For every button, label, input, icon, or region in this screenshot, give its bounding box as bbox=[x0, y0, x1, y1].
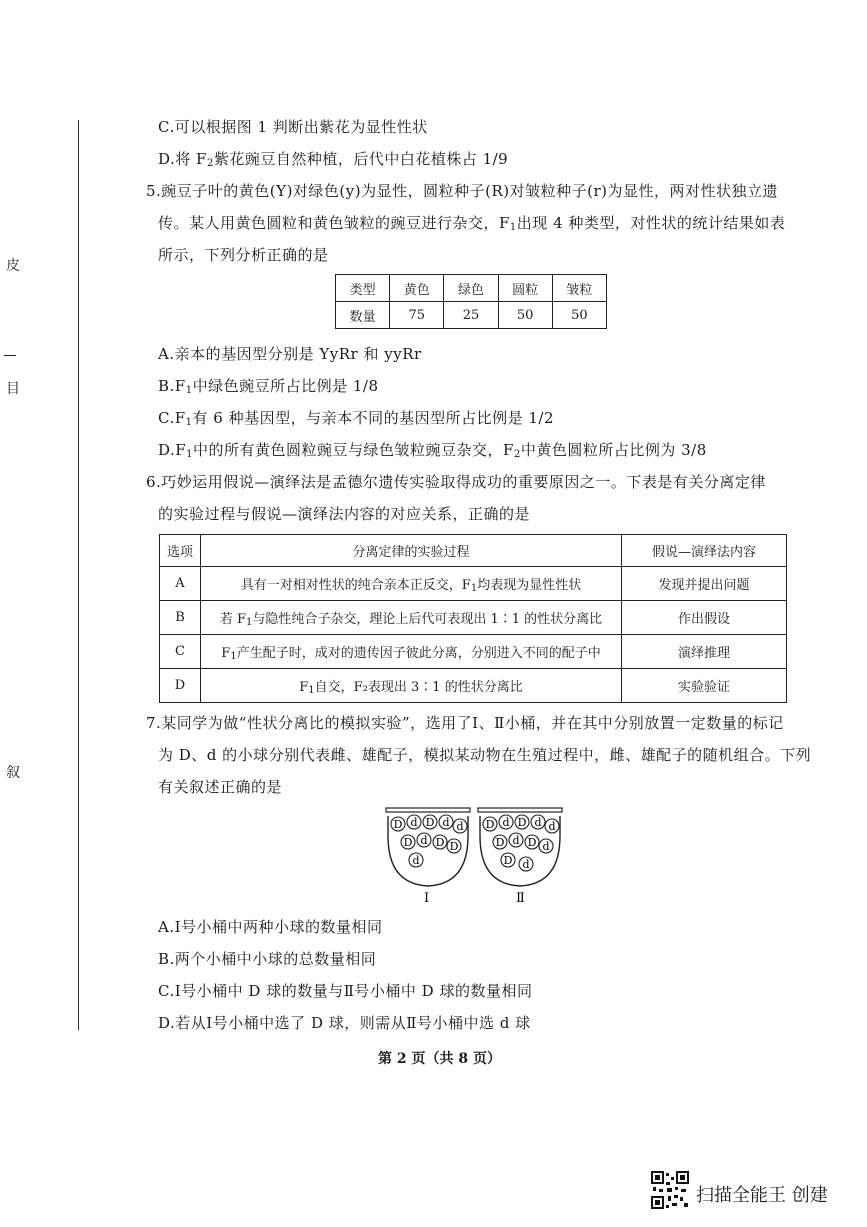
ball-label: d bbox=[502, 816, 510, 829]
table-cell: 50 bbox=[498, 302, 552, 329]
ball-label: D bbox=[449, 840, 459, 853]
table-cell: 25 bbox=[444, 302, 498, 329]
q7-option-b: B.两个小桶中小球的总数量相同 bbox=[158, 950, 377, 968]
table-cell-process: 若 $F_1$与隐性纯合子杂交，理论上后代可表现出 1∶1 的性状分离比 bbox=[201, 601, 622, 635]
table-row bbox=[160, 601, 787, 635]
table-header: 类型 bbox=[336, 275, 390, 302]
margin-dash bbox=[4, 355, 16, 356]
binding-margin-line bbox=[78, 120, 79, 1030]
q5-option-c: $C.F_1$有 6 种基因型，与亲本不同的基因型所占比例是 1/2 bbox=[158, 409, 554, 428]
ball-label: D bbox=[435, 836, 445, 849]
q6-method-table bbox=[159, 534, 787, 703]
ball-label: d bbox=[412, 854, 420, 867]
table-cell-option: A bbox=[160, 567, 201, 601]
q5-option-b: $B.F_1$中绿色豌豆所占比例是 1/8 bbox=[158, 377, 379, 396]
ball-label: D bbox=[495, 836, 505, 849]
q7-option-a: A.Ⅰ号小桶中两种小球的数量相同 bbox=[158, 918, 383, 936]
ball-label: d bbox=[522, 858, 530, 871]
table-header: 假说—演绎法内容 bbox=[622, 535, 787, 567]
q5-option-a: A.亲本的基因型分别是 YyRr 和 yyRr bbox=[158, 345, 422, 363]
q7-stem-line1: 7.某同学为做“性状分离比的模拟实验”，选用了Ⅰ、Ⅱ小桶，并在其中分别放置一定数量的标记 bbox=[146, 714, 784, 732]
table-cell-process: $F_1$产生配子时，成对的遗传因子彼此分离，分别进入不同的配子中 bbox=[201, 635, 622, 669]
q6-stem-line2: 的实验过程与假说—演绎法内容的对应关系，正确的是 bbox=[158, 505, 531, 523]
table-header: 圆粒 bbox=[498, 275, 552, 302]
q4-option-d: D.将 $F_2$紫花豌豆自然种植，后代中白花植株占 1/9 bbox=[158, 150, 509, 169]
table-cell-method: 实验验证 bbox=[622, 669, 787, 703]
ball-label: D bbox=[393, 818, 403, 831]
ball-label: D bbox=[517, 816, 527, 829]
margin-label-bottom: 叙 bbox=[6, 765, 20, 781]
table-cell-process: 具有一对相对性状的纯合亲本正反交，$F_1$均表现为显性性状 bbox=[201, 567, 622, 601]
table-header: 皱粒 bbox=[552, 275, 606, 302]
bucket-two bbox=[478, 808, 562, 886]
margin-label-mid: 目 bbox=[6, 381, 20, 397]
q4-option-c: C.可以根据图 1 判断出紫花为显性性状 bbox=[158, 118, 428, 136]
table-header: 分离定律的实验过程 bbox=[201, 535, 622, 567]
ball-label: D bbox=[425, 816, 435, 829]
ball-label: d bbox=[512, 834, 520, 847]
table-cell-option: C bbox=[160, 635, 201, 669]
ball-label: d bbox=[420, 834, 428, 847]
page-number: 第 2 页（共 8 页） bbox=[378, 1051, 501, 1067]
table-row bbox=[160, 669, 787, 703]
ball-label: D bbox=[527, 836, 537, 849]
q7-option-d: D.若从Ⅰ号小桶中选了 D 球，则需从Ⅱ号小桶中选 d 球 bbox=[158, 1014, 531, 1032]
table-header: 黄色 bbox=[390, 275, 444, 302]
ball-label: d bbox=[442, 816, 450, 829]
ball-label: d bbox=[548, 820, 556, 833]
table-cell-option: D bbox=[160, 669, 201, 703]
q5-stem-line1: 5.豌豆子叶的黄色(Y)对绿色(y)为显性，圆粒种子(R)对皱粒种子(r)为显性，两对性状独立遗 bbox=[146, 182, 778, 200]
qr-code-icon bbox=[650, 1170, 690, 1210]
table-cell: 50 bbox=[552, 302, 606, 329]
q7-stem-line3: 有关叙述正确的是 bbox=[158, 778, 283, 796]
bucket-two-label: Ⅱ bbox=[516, 891, 525, 906]
buckets-figure bbox=[380, 806, 570, 906]
table-header: 选项 bbox=[160, 535, 201, 567]
table-row bbox=[160, 567, 787, 601]
ball-label: d bbox=[456, 820, 464, 833]
table-row-label: 数量 bbox=[336, 302, 390, 329]
ball-label: d bbox=[534, 816, 542, 829]
q5-stem-line2: 传。某人用黄色圆粒和黄色皱粒的豌豆进行杂交，$F_1$出现 4 种类型，对性状的统计结果如表 bbox=[158, 214, 786, 233]
ball-label: D bbox=[485, 818, 495, 831]
table-cell-process: $F_1$自交，F₂表现出 3∶1 的性状分离比 bbox=[201, 669, 622, 703]
q5-stem-line3: 所示，下列分析正确的是 bbox=[158, 246, 329, 264]
q7-option-c: C.Ⅰ号小桶中 D 球的数量与Ⅱ号小桶中 D 球的数量相同 bbox=[158, 982, 533, 1000]
bucket-one-label: Ⅰ bbox=[424, 891, 430, 906]
table-cell: 75 bbox=[390, 302, 444, 329]
table-header: 绿色 bbox=[444, 275, 498, 302]
bucket-one bbox=[386, 808, 470, 886]
q7-stem-line2: 为 D、d 的小球分别代表雌、雄配子，模拟某动物在生殖过程中，雌、雄配子的随机组合。下列 bbox=[158, 746, 812, 764]
ball-label: d bbox=[410, 816, 418, 829]
margin-label-top: 皮 bbox=[6, 258, 20, 274]
table-cell-method: 作出假设 bbox=[622, 601, 787, 635]
scanner-watermark: 扫描全能王 创建 bbox=[696, 1185, 828, 1206]
table-row bbox=[160, 635, 787, 669]
q6-stem-line1: 6.巧妙运用假说—演绎法是孟德尔遗传实验取得成功的重要原因之一。下表是有关分离定律 bbox=[146, 473, 766, 491]
ball-label: D bbox=[503, 854, 513, 867]
ball-label: D bbox=[403, 836, 413, 849]
table-cell-method: 演绎推理 bbox=[622, 635, 787, 669]
q5-stats-table bbox=[335, 274, 607, 329]
table-cell-option: B bbox=[160, 601, 201, 635]
ball-label: d bbox=[542, 840, 550, 853]
table-cell-method: 发现并提出问题 bbox=[622, 567, 787, 601]
q5-option-d: $D.F_1$中的所有黄色圆粒豌豆与绿色皱粒豌豆杂交，$F_2$中黄色圆粒所占比例为 3/8 bbox=[158, 441, 707, 460]
